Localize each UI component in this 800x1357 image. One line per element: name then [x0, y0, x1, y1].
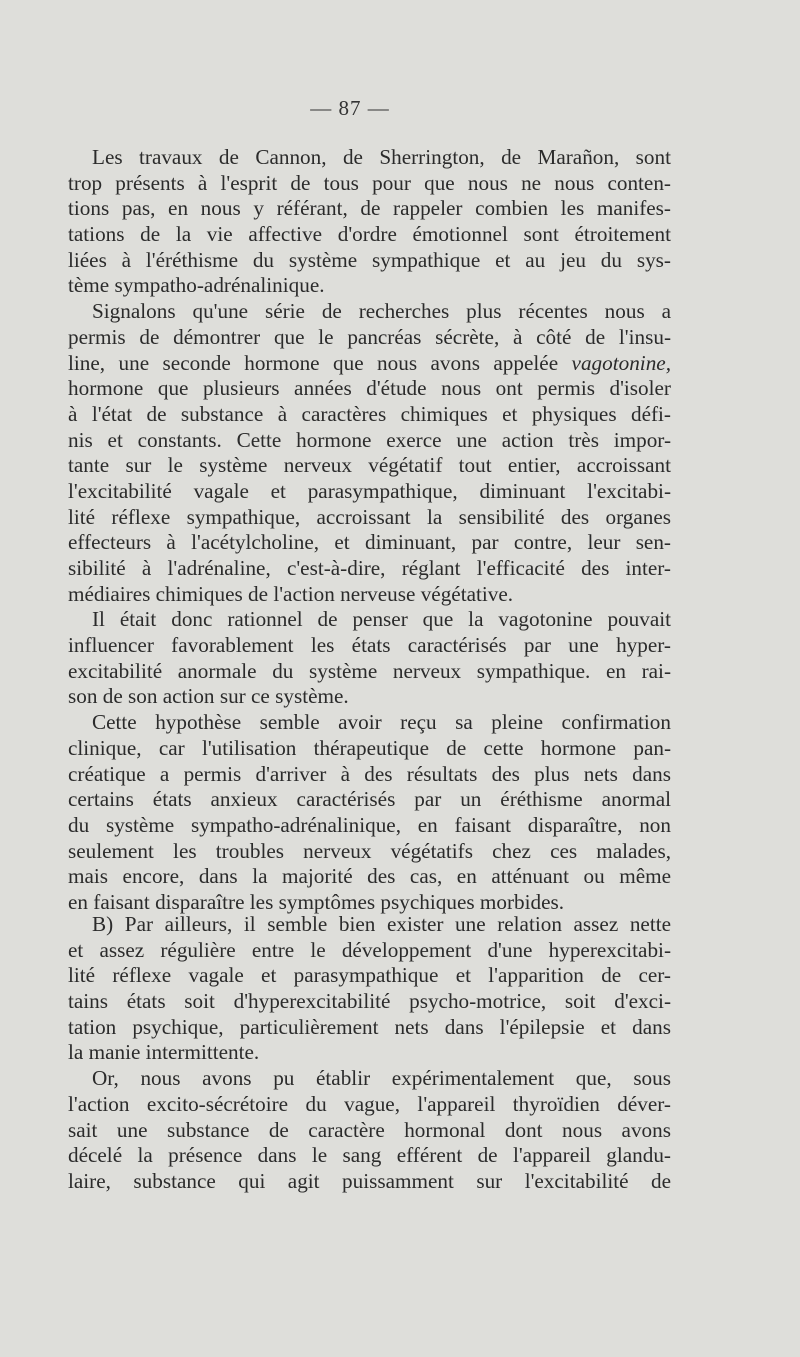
- text-line-content: et assez régulière entre le développement d'une hyperexcitabi-: [68, 937, 671, 962]
- text-line: [68, 1040, 671, 1066]
- text-line-content: en faisant disparaître les symptômes psychiques morbides.: [68, 889, 565, 914]
- text-line: [68, 222, 671, 248]
- page-number: — 87 —: [310, 96, 390, 120]
- text-line-content: lité réflexe sympathique, accroissant la sensibilité des organes: [68, 504, 671, 529]
- text-line-content: tains états soit d'hyperexcitabilité psycho-motrice, soit d'exci-: [68, 989, 671, 1014]
- text-line: [68, 736, 671, 762]
- text-line-content: laire, substance qui agit puissamment sur l'excitabilité de: [68, 1168, 671, 1193]
- text-line-content: nis et constants. Cette hormone exerce une action très impor-: [68, 427, 671, 452]
- text-line-content: tante sur le système nerveux végétatif tout entier, accroissant: [68, 453, 671, 478]
- text-line-content: Cette hypothèse semble avoir reçu sa pleine confirmation: [92, 710, 671, 735]
- text-line-content: liées à l'éréthisme du système sympathique et au jeu du sys-: [68, 247, 671, 272]
- text-line-content: line, une seconde hormone que nous avons appelée: [68, 350, 572, 375]
- text-line: [68, 376, 671, 402]
- text-line-content: tation psychique, particulièrement nets dans l'épilepsie et dans: [68, 1014, 671, 1039]
- text-line: [68, 813, 671, 839]
- text-line-content: du système sympatho-adrénalinique, en faisant disparaître, non: [68, 812, 671, 837]
- text-line-content: Or, nous avons pu établir expérimentalement que, sous: [92, 1066, 671, 1091]
- text-line: [68, 1066, 671, 1092]
- text-line-content: Il était donc rationnel de penser que la vagotonine pouvait: [92, 607, 671, 632]
- text-line-content: sait une substance de caractère hormonal dont nous avons: [68, 1117, 671, 1142]
- text-line-content: tème sympatho-adrénalinique.: [68, 273, 325, 298]
- text-line-content: excitabilité anormale du système nerveux sympathique. en rai-: [68, 658, 671, 683]
- text-line: [68, 402, 671, 428]
- text-line-content: à l'état de substance à caractères chimiques et physiques défi-: [68, 401, 671, 426]
- text-line: [68, 428, 671, 454]
- text-line: [68, 196, 671, 222]
- text-line: [68, 989, 671, 1015]
- text-line-content: tations de la vie affective d'ordre émotionnel sont étroitement: [68, 222, 671, 247]
- text-line-content: lité réflexe vagale et parasympathique et l'apparition de cer-: [68, 963, 671, 988]
- text-line: [68, 299, 671, 325]
- text-line: [68, 762, 671, 788]
- section-a-text: [68, 145, 671, 916]
- text-line: [68, 556, 671, 582]
- text-line: [68, 453, 671, 479]
- text-line: [68, 1092, 671, 1118]
- text-line-content: B) Par ailleurs, il semble bien exister une relation assez nette: [92, 912, 671, 936]
- text-line: [68, 710, 671, 736]
- text-line: [68, 938, 671, 964]
- italic-term: vagotonine,: [571, 350, 671, 375]
- text-line-content: médiaires chimiques de l'action nerveuse végétative.: [68, 581, 514, 606]
- text-line-content: la manie intermittente.: [68, 1040, 260, 1065]
- text-line: [68, 273, 671, 299]
- text-line-content: créatique a permis d'arriver à des résultats des plus nets dans: [68, 761, 671, 786]
- text-line-content: clinique, car l'utilisation thérapeutique de cette hormone pan-: [68, 735, 671, 760]
- text-line-content: permis de démontrer que le pancréas sécrète, à côté de l'insu-: [68, 324, 671, 349]
- text-line: [68, 864, 671, 890]
- text-line-content: effecteurs à l'acétylcholine, et diminuant, par contre, leur sen-: [68, 530, 671, 555]
- text-line: [68, 1015, 671, 1041]
- text-line: [68, 633, 671, 659]
- text-line-content: hormone que plusieurs années d'étude nous ont permis d'isoler: [68, 376, 671, 401]
- text-line: [68, 325, 671, 351]
- section-b-text: [68, 912, 671, 1195]
- text-line: [68, 787, 671, 813]
- text-line-content: décelé la présence dans le sang efférent de l'appareil glandu-: [68, 1143, 671, 1168]
- text-line: [68, 582, 671, 608]
- text-line-content: l'action excito-sécrétoire du vague, l'appareil thyroïdien déver-: [68, 1091, 671, 1116]
- text-line: [68, 912, 671, 938]
- text-line-content: Les travaux de Cannon, de Sherrington, de Marañon, sont: [92, 145, 671, 169]
- text-line: [68, 607, 671, 633]
- text-line-content: mais encore, dans la majorité des cas, en atténuant ou même: [68, 864, 671, 889]
- text-line-content: certains états anxieux caractérisés par un éréthisme anormal: [68, 787, 671, 812]
- text-line: [68, 1143, 671, 1169]
- text-line-content: son de son action sur ce système.: [68, 684, 349, 709]
- text-line-content: Signalons qu'une série de recherches plus récentes nous a: [92, 299, 671, 324]
- text-line: [68, 248, 671, 274]
- text-line-content: influencer favorablement les états caractérisés par une hyper-: [68, 633, 671, 658]
- text-line: [68, 505, 671, 531]
- text-line-content: l'excitabilité vagale et parasympathique, diminuant l'excitabi-: [68, 478, 671, 503]
- text-line: [68, 351, 671, 377]
- text-line: [68, 1118, 671, 1144]
- text-line-content: sibilité à l'adrénaline, c'est-à-dire, réglant l'efficacité des inter-: [68, 556, 671, 580]
- text-line: [68, 963, 671, 989]
- text-line: [68, 479, 671, 505]
- text-line-content: trop présents à l'esprit de tous pour que nous ne nous conten-: [68, 170, 671, 195]
- text-line: [68, 659, 671, 685]
- text-line: [68, 530, 671, 556]
- text-line: [68, 1169, 671, 1195]
- text-line: [68, 145, 671, 171]
- text-line: [68, 839, 671, 865]
- text-line: [68, 171, 671, 197]
- text-line-content: tions pas, en nous y référant, de rappeler combien les manifes-: [68, 196, 671, 221]
- text-line: [68, 684, 671, 710]
- text-line-content: seulement les troubles nerveux végétatifs chez ces malades,: [68, 838, 671, 863]
